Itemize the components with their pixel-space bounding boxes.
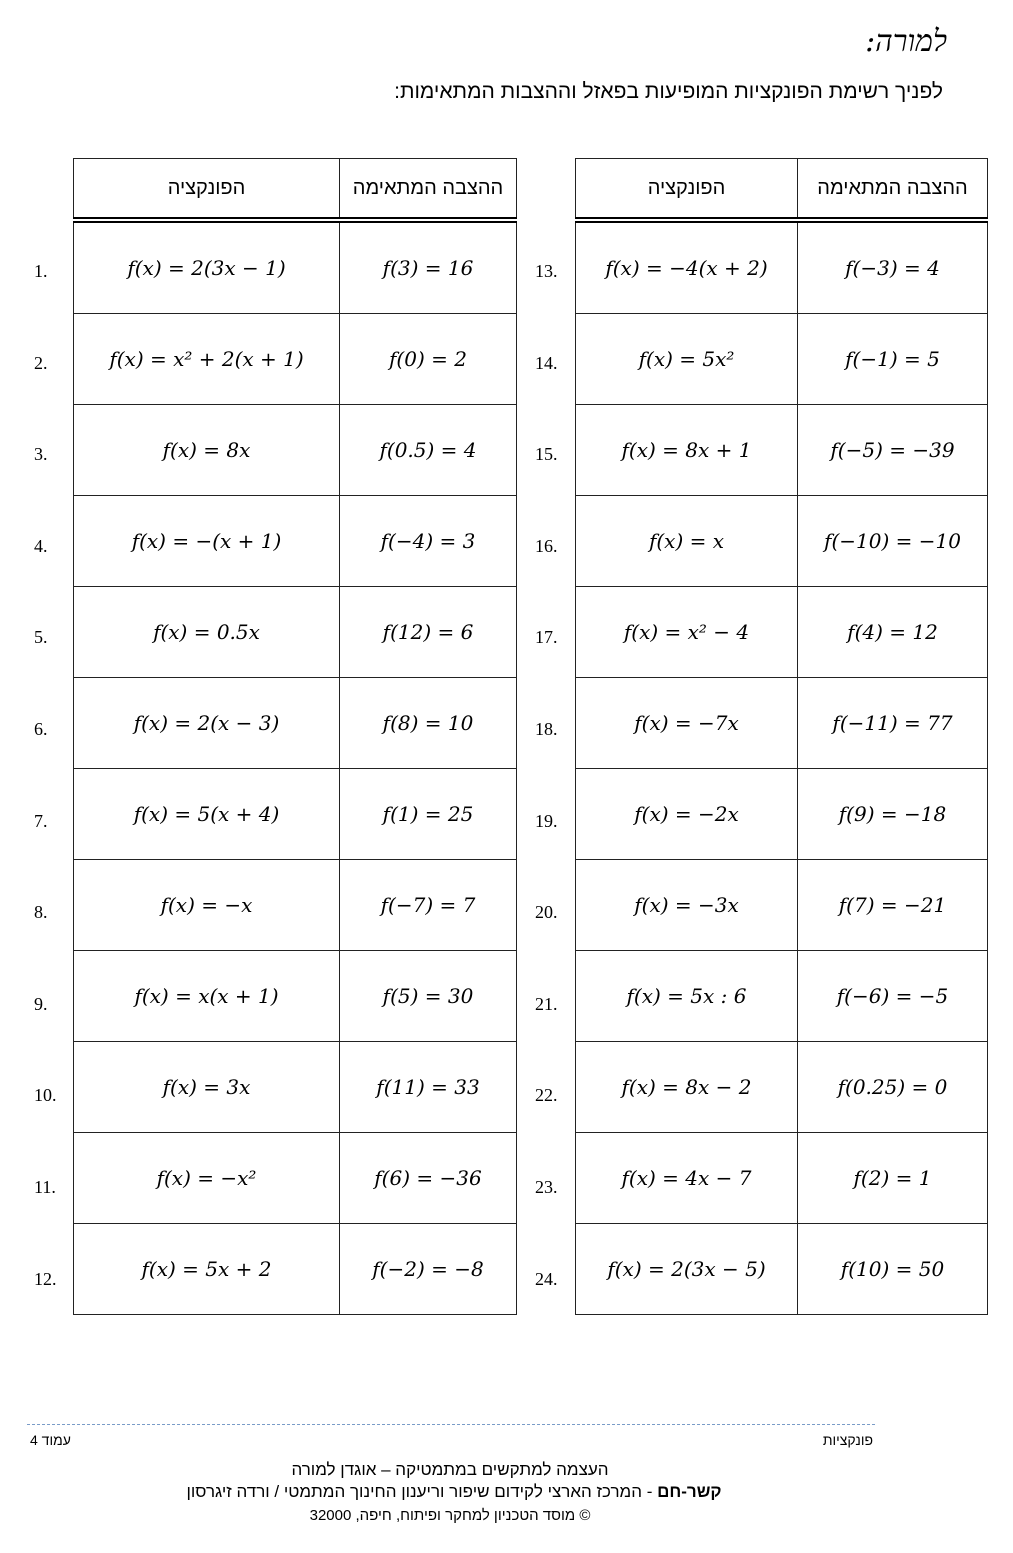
substitution-cell: f(3) = 16 (340, 220, 517, 314)
substitution-cell: f(−2) = −8 (340, 1224, 517, 1315)
function-cell: f(x) = −3x (576, 860, 798, 951)
table-row (576, 496, 988, 587)
row-number: 21. (535, 993, 558, 1014)
substitution-cell: f(9) = −18 (798, 769, 988, 860)
function-cell: f(x) = −(x + 1) (74, 496, 340, 587)
row-number: 23. (535, 1177, 558, 1197)
function-cell: f(x) = x² + 2(x + 1) (74, 314, 340, 405)
substitution-cell: f(0) = 2 (340, 314, 517, 405)
substitution-cell: f(0.5) = 4 (340, 405, 517, 496)
substitution-cell: f(0.25) = 0 (798, 1042, 988, 1133)
substitution-cell: f(1) = 25 (340, 769, 517, 860)
row-number: 1. (34, 261, 48, 281)
function-cell: f(x) = 4x − 7 (576, 1133, 798, 1224)
function-cell: f(x) = 8x (74, 405, 340, 496)
row-number: 5. (34, 627, 48, 648)
row-number: 12. (34, 1268, 57, 1289)
substitution-cell: f(−11) = 77 (798, 678, 988, 769)
function-cell: f(x) = x (576, 496, 798, 587)
function-cell: f(x) = −4(x + 2) (576, 220, 798, 314)
table-row (74, 860, 517, 951)
row-number: 9. (34, 993, 48, 1014)
page-number: עמוד 4 (30, 1432, 71, 1448)
functions-table-left (73, 158, 517, 1315)
table-row (576, 678, 988, 769)
row-number: 4. (34, 535, 48, 556)
function-cell: f(x) = 5x + 2 (74, 1224, 340, 1315)
function-cell: f(x) = −2x (576, 769, 798, 860)
row-number: 6. (34, 719, 48, 739)
footer-org-rest: - המרכז הארצי לקידום שיפור וריענון החינוך המתמטי / ורדה זיגרסון (186, 1482, 658, 1501)
row-number: 15. (535, 444, 558, 465)
function-cell: f(x) = 5x² (576, 314, 798, 405)
footer-org (0, 1482, 908, 1502)
table-row (74, 314, 517, 405)
table-row (576, 860, 988, 951)
table-row (74, 769, 517, 860)
footer-divider (27, 1424, 875, 1425)
row-number: 11. (34, 1177, 56, 1197)
table-row (576, 220, 988, 314)
table-row (576, 405, 988, 496)
table-row (74, 1224, 517, 1315)
substitution-cell: f(−1) = 5 (798, 314, 988, 405)
header-substitution: ההצבה המתאימה (798, 159, 988, 221)
row-number: 10. (34, 1085, 57, 1106)
table-row (576, 769, 988, 860)
row-number: 16. (535, 535, 558, 556)
table-row (74, 951, 517, 1042)
footer-title: העצמה למתקשים במתמטיקה – אוגדן למורה (291, 1460, 609, 1479)
row-number: 2. (34, 352, 48, 373)
intro-text: לפניך רשימת הפונקציות המופיעות בפאזל וההצבות המתאימות: (394, 80, 943, 103)
table-row (576, 587, 988, 678)
substitution-cell: f(−4) = 3 (340, 496, 517, 587)
table-row (576, 1042, 988, 1133)
org-name: קשר-חם (657, 1482, 722, 1501)
function-cell: f(x) = −x (74, 860, 340, 951)
table-row (74, 1042, 517, 1133)
substitution-cell: f(6) = −36 (340, 1133, 517, 1224)
substitution-cell: f(11) = 33 (340, 1042, 517, 1133)
functions-table-right (575, 158, 988, 1315)
row-number: 7. (34, 810, 48, 831)
function-cell: f(x) = 5(x + 4) (74, 769, 340, 860)
function-cell: f(x) = 2(3x − 1) (74, 220, 340, 314)
function-cell: f(x) = x² − 4 (576, 587, 798, 678)
footer-copyright: © מוסד הטכניון למחקר ופיתוח, חיפה, 32000 (309, 1507, 591, 1524)
table-row (576, 314, 988, 405)
substitution-cell: f(−7) = 7 (340, 860, 517, 951)
row-number: 22. (535, 1085, 558, 1106)
function-cell: f(x) = 0.5x (74, 587, 340, 678)
row-number: 17. (535, 627, 558, 648)
substitution-cell: f(−6) = −5 (798, 951, 988, 1042)
table-row (74, 220, 517, 314)
substitution-cell: f(2) = 1 (798, 1133, 988, 1224)
table-row (576, 951, 988, 1042)
substitution-cell: f(8) = 10 (340, 678, 517, 769)
substitution-cell: f(5) = 30 (340, 951, 517, 1042)
header-substitution: ההצבה המתאימה (340, 159, 517, 221)
table-row (74, 405, 517, 496)
substitution-cell: f(−10) = −10 (798, 496, 988, 587)
table-row (74, 587, 517, 678)
substitution-cell: f(7) = −21 (798, 860, 988, 951)
function-cell: f(x) = −7x (576, 678, 798, 769)
substitution-cell: f(12) = 6 (340, 587, 517, 678)
row-number: 24. (535, 1268, 558, 1289)
function-cell: f(x) = 2(x − 3) (74, 678, 340, 769)
substitution-cell: f(4) = 12 (798, 587, 988, 678)
table-row (576, 1133, 988, 1224)
function-cell: f(x) = −x² (74, 1133, 340, 1224)
footer-topic: פונקציות (822, 1432, 873, 1448)
header-function: הפונקציה (576, 159, 798, 221)
teacher-label: למורה: (865, 24, 947, 59)
function-cell: f(x) = 8x − 2 (576, 1042, 798, 1133)
table-row (74, 678, 517, 769)
header-function: הפונקציה (74, 159, 340, 221)
function-cell: f(x) = x(x + 1) (74, 951, 340, 1042)
row-number: 14. (535, 352, 558, 373)
table-row (74, 1133, 517, 1224)
table-row (576, 1224, 988, 1315)
table-row (74, 496, 517, 587)
row-number: 18. (535, 719, 558, 739)
function-cell: f(x) = 3x (74, 1042, 340, 1133)
function-cell: f(x) = 5x : 6 (576, 951, 798, 1042)
substitution-cell: f(10) = 50 (798, 1224, 988, 1315)
row-number: 19. (535, 810, 558, 831)
row-number: 8. (34, 902, 48, 923)
function-cell: f(x) = 2(3x − 5) (576, 1224, 798, 1315)
row-number: 3. (34, 444, 48, 465)
row-number: 20. (535, 902, 558, 923)
substitution-cell: f(−3) = 4 (798, 220, 988, 314)
substitution-cell: f(−5) = −39 (798, 405, 988, 496)
row-number: 13. (535, 261, 558, 281)
function-cell: f(x) = 8x + 1 (576, 405, 798, 496)
